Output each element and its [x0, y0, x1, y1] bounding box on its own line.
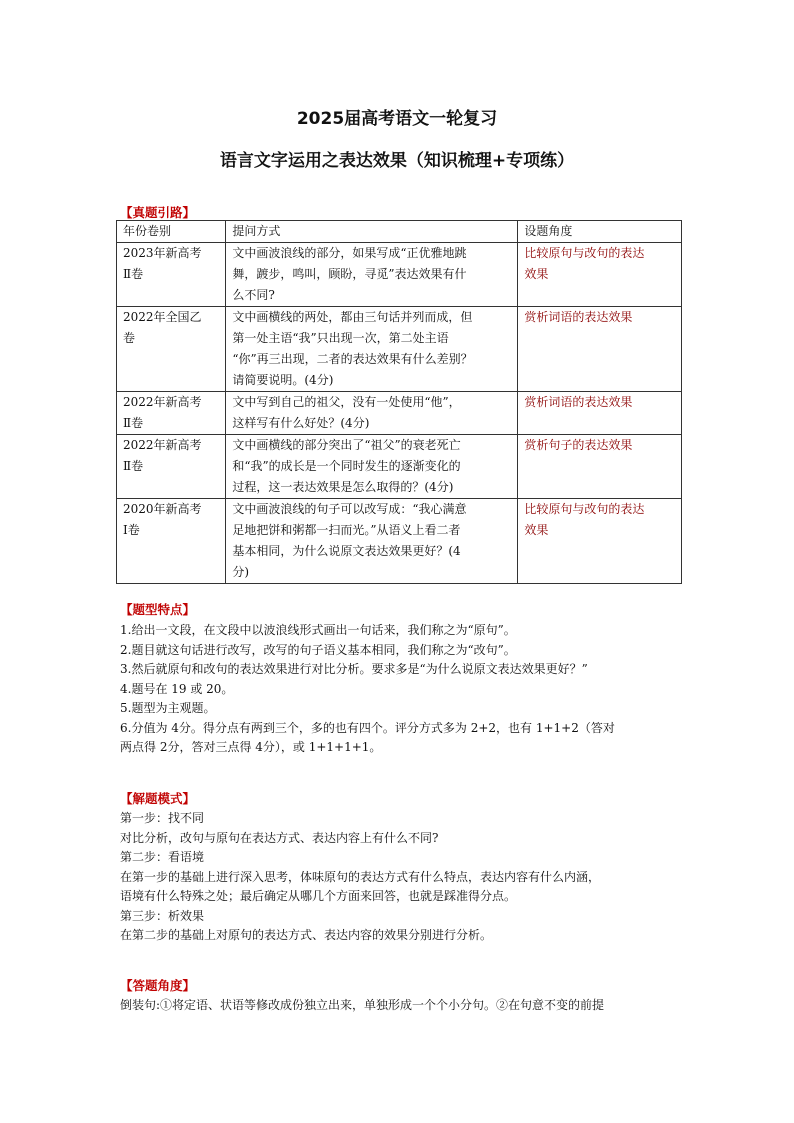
answer-angles-text [120, 996, 686, 1016]
list-item: 2.题目就这句话进行改写，改写的句子语义基本相同，我们称之为“改句”。 [120, 642, 516, 657]
angle-cell: 赏析词语的表达效果 [518, 307, 682, 392]
column-header-question: 提问方式 [226, 221, 518, 243]
list-item: 6.分值为 4分。得分点有两到三个，多的也有四个。评分方式多为 2+2，也有 1+1+2（答对 [120, 720, 615, 735]
list-item: 1.给出一文段，在文段中以波浪线形式画出一句话来，我们称之为“原句”。 [120, 623, 516, 637]
paragraph-line: 第三步：析效果 [120, 908, 205, 923]
section-heading-real-exams: 【真题引路】 [120, 205, 196, 220]
year-cell: 2022年新高考 Ⅱ卷 [117, 392, 226, 435]
list-item: 3.然后就原句和改句的表达效果进行对比分析。要求多是“为什么说原文表达效果更好？” [120, 662, 588, 676]
table-row [117, 307, 682, 392]
paragraph-line: 语境有什么特殊之处；最后确定从哪几个方面来回答，也就是踩准得分点。 [120, 889, 517, 903]
question-cell: 文中画横线的部分突出了“祖父”的衰老死亡 和“我”的成长是一个同时发生的逐渐变化的 过程，这一表达效果是怎么取得的？(4分) [226, 435, 518, 499]
column-header-angle: 设题角度 [518, 221, 682, 243]
section-heading-answer-angles: 【答题角度】 [120, 978, 196, 993]
table-row [117, 243, 682, 307]
question-cell: 文中写到自己的祖父，没有一处使用“他”， 这样写有什么好处？(4分) [226, 392, 518, 435]
list-item: 4.题号在 19 或 20。 [120, 681, 234, 696]
table-row [117, 435, 682, 499]
year-cell: 2023年新高考 Ⅱ卷 [117, 243, 226, 307]
year-cell: 2020年新高考 Ⅰ卷 [117, 499, 226, 584]
paragraph-line: 第二步：看语境 [120, 850, 205, 864]
year-cell: 2022年全国乙 卷 [117, 307, 226, 392]
solving-pattern-text [120, 809, 686, 946]
document-title: 2025届高考语文一轮复习 [296, 109, 498, 129]
list-item: 两点得 2分，答对三点得 4分），或 1+1+1+1。 [120, 740, 382, 754]
question-cell: 文中画横线的两处，都由三句话并列而成，但 第一处主语“我”只出现一次，第二处主语 “你”再三出现，二者的表达效果有什么差别？ 请简要说明。(4分) [226, 307, 518, 392]
angle-cell: 赏析词语的表达效果 [518, 392, 682, 435]
section-heading-question-features: 【题型特点】 [120, 602, 196, 617]
list-item: 5.题型为主观题。 [120, 701, 216, 715]
paragraph-line: 对比分析，改句与原句在表达方式、表达内容上有什么不同? [120, 830, 439, 845]
document-subtitle: 语言文字运用之表达效果（知识梳理+专项练） [219, 151, 575, 171]
table-header-row [117, 221, 682, 243]
table-row [117, 392, 682, 435]
question-cell: 文中画波浪线的部分，如果写成“正优雅地跳 舞，踱步，鸣叫，顾盼，寻觅”表达效果有什 么不同? [226, 243, 518, 307]
paragraph-line: 在第二步的基础上对原句的表达方式、表达内容的效果分别进行分析。 [120, 928, 493, 942]
question-cell: 文中画波浪线的句子可以改写成：“我心满意 足地把饼和粥都一扫而光。”从语义上看二者 基本相同，为什么说原文表达效果更好？(4 分) [226, 499, 518, 584]
paragraph-line: 倒装句:①将定语、状语等修改成份独立出来，单独形成一个个小分句。②在句意不变的前提 [120, 998, 605, 1012]
angle-cell: 赏析句子的表达效果 [518, 435, 682, 499]
paragraph-line: 在第一步的基础上进行深入思考，体味原句的表达方式有什么特点，表达内容有什么内涵， [120, 869, 601, 884]
angle-cell: 比较原句与改句的表达 效果 [518, 243, 682, 307]
question-features-list [120, 621, 686, 758]
angle-cell: 比较原句与改句的表达 效果 [518, 499, 682, 584]
year-cell: 2022年新高考 Ⅱ卷 [117, 435, 226, 499]
column-header-year: 年份卷别 [117, 221, 226, 243]
paragraph-line: 第一步：找不同 [120, 811, 205, 825]
section-heading-solving-pattern: 【解题模式】 [120, 791, 196, 806]
table-row [117, 499, 682, 584]
exam-table [116, 220, 682, 584]
